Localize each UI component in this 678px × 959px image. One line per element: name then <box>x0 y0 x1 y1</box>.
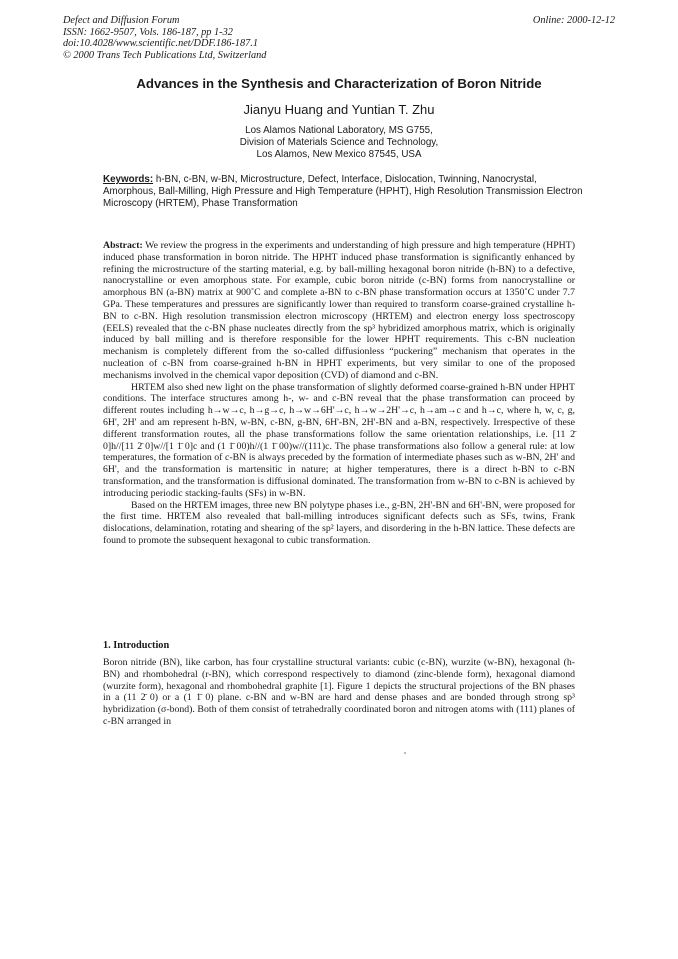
introduction-text: Boron nitride (BN), like carbon, has four crystalline structural variants: cubic (c-BN), wurzite (w-BN), hexagonal (h-BN) and rhombohedral (r-BN), which correspond respectively to diamond (zinc-blende form), hexagonal diamond (wurzite form), hexagonal and rhombohedral graphite [1]. Figure 1 depicts the structural projections of the BN phases in a (11 2̄ 0) or a (1 1̄ 0) plane. c-BN and w-BN are hard and dense phases and are bonded through strong sp³ hybridization (σ-bond). Both of them consist of tetrahedrally coordinated boron and nitrogen atoms with (111) planes of c-BN arranged in <box>103 657 575 727</box>
doi-line: doi:10.4028/www.scientific.net/DDF.186-187.1 <box>63 38 258 50</box>
online-date: Online: 2000-12-12 <box>532 15 615 26</box>
affiliation-line: Los Alamos National Laboratory, MS G755, <box>245 125 433 136</box>
journal-name: Defect and Diffusion Forum <box>63 15 180 26</box>
scan-artifact <box>404 752 406 754</box>
abstract-text: We review the progress in the experiments and understanding of high pressure and high temperature (HPHT) induced phase transformation in boron nitride. The HPHT induced phase transformation is significantly enhanced by refining the microstructure of the starting material, e.g. by ball-milling hexagonal boron nitride (h-BN) to a defective, nanocrystalline or even amorphous state. For example, cubic boron nitride (c-BN) forms from nanocrystalline or amorphous BN (a-BN) matrix at 900˚C and complete a-BN to c-BN phase transformation occurs at 1350˚C under 7.7 GPa. These temperatures and pressures are significantly lower than required to transform coarse-grained crystalline h-BN to c-BN. High resolution transmission electron microscopy (HRTEM) and electron energy loss spectroscopy (EELS) revealed that the c-BN phase nucleates directly from the sp³ hybridized amorphous matrix, which is originally induced by ball milling and is therefore responsible for the lower HPHT requirements. This c-BN nucleation mechanism is completely different from the so-called diffusionless “puckering” mechanism that operates in the nucleation of c-BN from coarse-grained h-BN in HPHT experiments, but very similar to one of the proposed mechanisms involved in the chemical vapor deposition (CVD) of diamond and c-BN. <box>103 240 575 381</box>
issn-line: ISSN: 1662-9507, Vols. 186-187, pp 1-32 <box>63 26 233 38</box>
journal-header <box>63 15 266 61</box>
affiliation-line: Los Alamos, New Mexico 87545, USA <box>256 149 422 160</box>
affiliation <box>0 125 678 161</box>
abstract-block <box>103 240 575 547</box>
section-heading: 1. Introduction <box>103 640 170 651</box>
keywords-block <box>103 174 583 210</box>
affiliation-line: Division of Materials Science and Technology, <box>239 137 439 148</box>
keywords-label: Keywords: <box>103 174 154 185</box>
abstract-paragraph: Based on the HRTEM images, three new BN polytype phases i.e., g-BN, 2H'-BN and 6H'-BN, were proposed for the first time. HRTEM also revealed that ball-milling introduces significant defects such as SFs, twins, Frank dislocations, delamination, rotating and shearing of the sp² layers, and disordering in the h-BN lattice. These defects are found to promote the subsequent hexagonal to cubic transformation. <box>103 499 575 546</box>
abstract-paragraph: HRTEM also shed new light on the phase transformation of slightly deformed coarse-grained h-BN under HPHT conditions. The interface structures among h-, w- and c-BN reveal that the phase transformation can proceed by different routes including h→w→c, h→g→c, h→w→6H'→c, h→w→2H'→c, h→am→c and h→c, where h, w, c, g, 6H', 2H' and am represent h-BN, w-BN, c-BN, g-BN, 6H'-BN, 2H'-BN and a-BN, respectively. Irrespective of these different transformation routes, all the phase transformations follow the same orientation relationships, i.e. [11 2̄ 0]h//[11 2̄ 0]w//[1 1̄ 0]c and (1 1̄ 00)h//(1 1̄ 00)w//(111)c. The phase transformations also follow a general rule: at low temperatures, the formation of c-BN is always preceded by the formation of intermediate phases such as w-BN, 2H' and 6H', and the transformation is martensitic in nature; at higher temperatures, there is a direct h-BN to c-BN transformation, and the transformation is diffusional dominated. The transformation from w-BN to c-BN is achieved by introducing periodic stacking-faults (SFs) in w-BN. <box>103 381 575 499</box>
author-list: Jianyu Huang and Yuntian T. Zhu <box>243 102 435 117</box>
paper-title: Advances in the Synthesis and Characterization of Boron Nitride <box>136 76 542 91</box>
copyright-line: © 2000 Trans Tech Publications Ltd, Switzerland <box>63 49 267 61</box>
abstract-label: Abstract: <box>103 240 143 251</box>
keywords-text: h-BN, c-BN, w-BN, Microstructure, Defect, Interface, Dislocation, Twinning, Nanocrystal, Amorphous, Ball-Milling, High Pressure and High Temperature (HPHT), High Resolution Transmission Electron Microscopy (HRTEM), Phase Transformation <box>103 174 583 209</box>
abstract-paragraph <box>103 240 575 382</box>
